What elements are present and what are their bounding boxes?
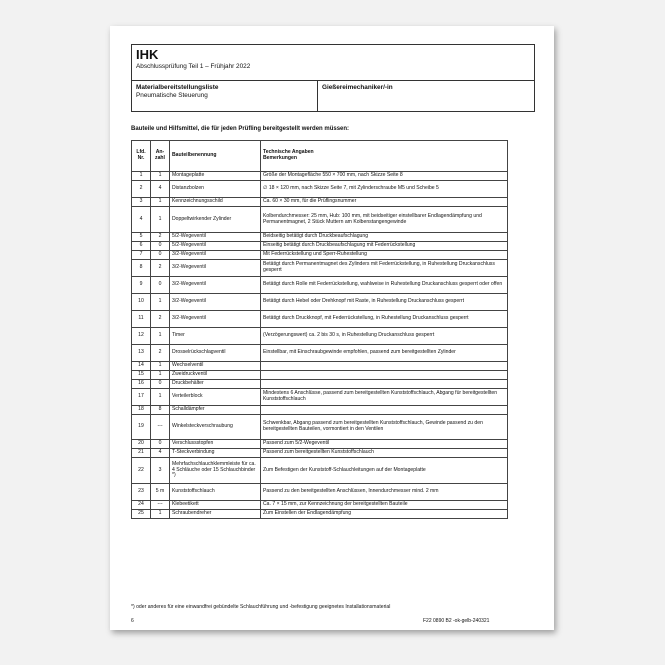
- row-notes: Einseitig betätigt durch Druckbeaufschlagung mit Federrückstellung: [261, 242, 508, 251]
- row-notes: Beidseitig betätigt durch Druckbeaufschlagung: [261, 233, 508, 242]
- header-profession-cell: [318, 81, 534, 111]
- row-qty: 0: [151, 242, 170, 251]
- table-row: [132, 371, 508, 380]
- row-nr: 6: [132, 242, 151, 251]
- row-name: Kennzeichnungsschild: [170, 198, 261, 207]
- row-notes: Mindestens 6 Anschlüsse, passend zum bereitgestellten Kunststoffschlauch, Abgang für bereitgestellten Kunststoffschlauch: [261, 389, 508, 406]
- table-row: [132, 233, 508, 242]
- row-qty: 5 m: [151, 484, 170, 501]
- row-name: Distanzbolzen: [170, 181, 261, 198]
- row-nr: 10: [132, 294, 151, 311]
- row-nr: 1: [132, 172, 151, 181]
- row-nr: 3: [132, 198, 151, 207]
- document-page: [110, 26, 554, 630]
- row-qty: 1: [151, 294, 170, 311]
- row-name: Timer: [170, 328, 261, 345]
- row-nr: 11: [132, 311, 151, 328]
- header-top: [132, 45, 534, 81]
- row-name: Wechselventil: [170, 362, 261, 371]
- row-name: Mehrfachschlauchklemmleiste für ca. 4 Schläuche oder 15 Schlauchbinder *): [170, 458, 261, 484]
- row-nr: 21: [132, 449, 151, 458]
- row-nr: 17: [132, 389, 151, 406]
- table-row: [132, 172, 508, 181]
- table-row: [132, 311, 508, 328]
- row-notes: Passend zu den bereitgestellten Anschlüssen, Innendurchmesser mind. 2 mm: [261, 484, 508, 501]
- list-title: Materialbereitstellungsliste: [136, 84, 219, 91]
- row-qty: 3: [151, 458, 170, 484]
- row-name: Drosselrückschlagventil: [170, 345, 261, 362]
- table-row: [132, 294, 508, 311]
- row-nr: 15: [132, 371, 151, 380]
- row-qty: 0: [151, 251, 170, 260]
- table-row: [132, 510, 508, 519]
- row-nr: 7: [132, 251, 151, 260]
- table-row: [132, 389, 508, 406]
- row-qty: ---: [151, 415, 170, 440]
- row-notes: [261, 406, 508, 415]
- row-notes: ∅ 18 × 120 mm, nach Skizze Seite 7, mit Zylinderschraube M5 und Scheibe 5: [261, 181, 508, 198]
- row-name: Verteilerblock: [170, 389, 261, 406]
- row-notes: [261, 362, 508, 371]
- row-name: Zweidruckventil: [170, 371, 261, 380]
- table-row: [132, 362, 508, 371]
- table-row: [132, 242, 508, 251]
- row-name: 3/2-Wegeventil: [170, 251, 261, 260]
- row-qty: 0: [151, 380, 170, 389]
- row-name: 5/2-Wegeventil: [170, 233, 261, 242]
- row-nr: 16: [132, 380, 151, 389]
- row-qty: 2: [151, 233, 170, 242]
- intro-text: Bauteile und Hilfsmittel, die für jeden Prüfling bereitgestellt werden müssen:: [131, 126, 350, 132]
- row-qty: 4: [151, 181, 170, 198]
- table-row: [132, 328, 508, 345]
- table-row: [132, 406, 508, 415]
- table-header-row: [132, 141, 508, 172]
- materials-table: [131, 140, 508, 519]
- row-nr: 8: [132, 260, 151, 277]
- row-name: 3/2-Wegeventil: [170, 311, 261, 328]
- row-notes: Ca. 60 × 30 mm, für die Prüflingsnummer: [261, 198, 508, 207]
- table-row: [132, 345, 508, 362]
- row-nr: 25: [132, 510, 151, 519]
- row-nr: 4: [132, 207, 151, 233]
- row-name: Schraubendreher: [170, 510, 261, 519]
- row-name: 3/2-Wegeventil: [170, 277, 261, 294]
- row-notes: Ca. 7 × 15 mm, zur Kennzeichnung der bereitgestellten Bauteile: [261, 501, 508, 510]
- table-row: [132, 207, 508, 233]
- row-notes: Betätigt durch Permanentmagnet des Zylinders mit Federrückstellung, in Ruhestellung Druckanschluss gesperrt: [261, 260, 508, 277]
- row-notes: Zum Einstellen der Endlagendämpfung: [261, 510, 508, 519]
- row-notes: Größe der Montagefläche 550 × 700 mm, nach Skizze Seite 8: [261, 172, 508, 181]
- row-name: Verschlussstopfen: [170, 440, 261, 449]
- row-name: Kunststoffschlauch: [170, 484, 261, 501]
- table-row: [132, 440, 508, 449]
- row-qty: 1: [151, 510, 170, 519]
- row-nr: 13: [132, 345, 151, 362]
- table-row: [132, 251, 508, 260]
- row-qty: 1: [151, 198, 170, 207]
- row-name: Montageplatte: [170, 172, 261, 181]
- row-notes: [261, 371, 508, 380]
- table-row: [132, 198, 508, 207]
- row-nr: 5: [132, 233, 151, 242]
- topic-title: Pneumatische Steuerung: [136, 92, 208, 99]
- row-notes: Passend zum bereitgestellten Kunststoffschlauch: [261, 449, 508, 458]
- row-notes: Zum Befestigen der Kunststoff-Schlauchleitungen auf der Montageplatte: [261, 458, 508, 484]
- col-notes-header: Technische Angaben Bemerkungen: [261, 141, 508, 172]
- row-notes: Betätigt durch Hebel oder Drehknopf mit Raste, in Ruhestellung Druckanschluss gesperrt: [261, 294, 508, 311]
- row-qty: 2: [151, 311, 170, 328]
- row-qty: 1: [151, 362, 170, 371]
- row-notes: Kolbendurchmesser: 25 mm, Hub: 100 mm, mit beidseitiger einstellbarer Endlagendämpfung und Permanentmagnet, 2 Stück Muttern am Kolbenstangengewinde: [261, 207, 508, 233]
- footnote: *) oder anderes für eine einwandfrei gebündelte Schlauchführung und -befestigung geeignetes Installationsmaterial: [131, 604, 391, 610]
- row-nr: 20: [132, 440, 151, 449]
- row-nr: 23: [132, 484, 151, 501]
- row-nr: 24: [132, 501, 151, 510]
- row-nr: 9: [132, 277, 151, 294]
- row-notes: (Verzögerungswert) ca. 2 bis 30 s, in Ruhestellung Druckanschluss gesperrt: [261, 328, 508, 345]
- row-name: Schalldämpfer: [170, 406, 261, 415]
- table-row: [132, 260, 508, 277]
- row-qty: 8: [151, 406, 170, 415]
- row-name: Doppeltwirkender Zylinder: [170, 207, 261, 233]
- row-qty: 1: [151, 371, 170, 380]
- col-nr-header: Lfd. Nr.: [132, 141, 151, 172]
- row-qty: 0: [151, 277, 170, 294]
- row-qty: 1: [151, 172, 170, 181]
- row-notes: Schwenkbar, Abgang passend zum bereitgestellten Kunststoffschlauch, Gewinde passend zu den bereitgestellten Bauteilen, vormontiert in den Ventilen: [261, 415, 508, 440]
- table-row: [132, 380, 508, 389]
- table-row: [132, 415, 508, 440]
- table-body: [132, 172, 508, 519]
- profession-title: Gießereimechaniker/-in: [322, 84, 393, 91]
- row-notes: [261, 380, 508, 389]
- row-qty: 2: [151, 260, 170, 277]
- row-name: 3/2-Wegeventil: [170, 294, 261, 311]
- row-nr: 14: [132, 362, 151, 371]
- row-name: 5/2-Wegeventil: [170, 242, 261, 251]
- header-list-cell: [132, 81, 318, 111]
- row-name: Winkelsteckverschraubung: [170, 415, 261, 440]
- row-nr: 19: [132, 415, 151, 440]
- org-title: IHK: [136, 47, 159, 62]
- row-name: 3/2-Wegeventil: [170, 260, 261, 277]
- col-qty-header: An- zahl: [151, 141, 170, 172]
- row-qty: 1: [151, 389, 170, 406]
- document-code: F22 0890 B2 -ok-gelb-240321: [423, 618, 490, 624]
- row-qty: 0: [151, 440, 170, 449]
- table-row: [132, 458, 508, 484]
- row-qty: 2: [151, 345, 170, 362]
- row-qty: 4: [151, 449, 170, 458]
- header-box: [131, 44, 535, 112]
- row-nr: 22: [132, 458, 151, 484]
- row-notes: Betätigt durch Rolle mit Federrückstellung, wahlweise in Ruhestellung Druckanschluss gesperrt oder offen: [261, 277, 508, 294]
- table-row: [132, 484, 508, 501]
- row-nr: 18: [132, 406, 151, 415]
- table-row: [132, 181, 508, 198]
- row-nr: 12: [132, 328, 151, 345]
- col-name-header: Bauteilbenennung: [170, 141, 261, 172]
- table-row: [132, 449, 508, 458]
- header-bottom: [132, 81, 534, 111]
- row-qty: 1: [151, 207, 170, 233]
- row-notes: Einstellbar, mit Einschraubgewinde empfohlen, passend zum bereitgestellten Zylinder: [261, 345, 508, 362]
- row-qty: ---: [151, 501, 170, 510]
- row-name: T-Steckverbindung: [170, 449, 261, 458]
- table-row: [132, 501, 508, 510]
- row-name: Klebeetikett: [170, 501, 261, 510]
- row-notes: Passend zum 5/2-Wegeventil: [261, 440, 508, 449]
- row-name: Druckbehälter: [170, 380, 261, 389]
- row-notes: Mit Federrückstellung und Sperr-Ruhestellung: [261, 251, 508, 260]
- row-notes: Betätigt durch Druckknopf, mit Federrückstellung, in Ruhestellung Druckanschluss gesperrt: [261, 311, 508, 328]
- row-qty: 1: [151, 328, 170, 345]
- exam-title: Abschlussprüfung Teil 1 – Frühjahr 2022: [136, 63, 251, 70]
- row-nr: 2: [132, 181, 151, 198]
- table-row: [132, 277, 508, 294]
- page-number: 6: [131, 618, 134, 624]
